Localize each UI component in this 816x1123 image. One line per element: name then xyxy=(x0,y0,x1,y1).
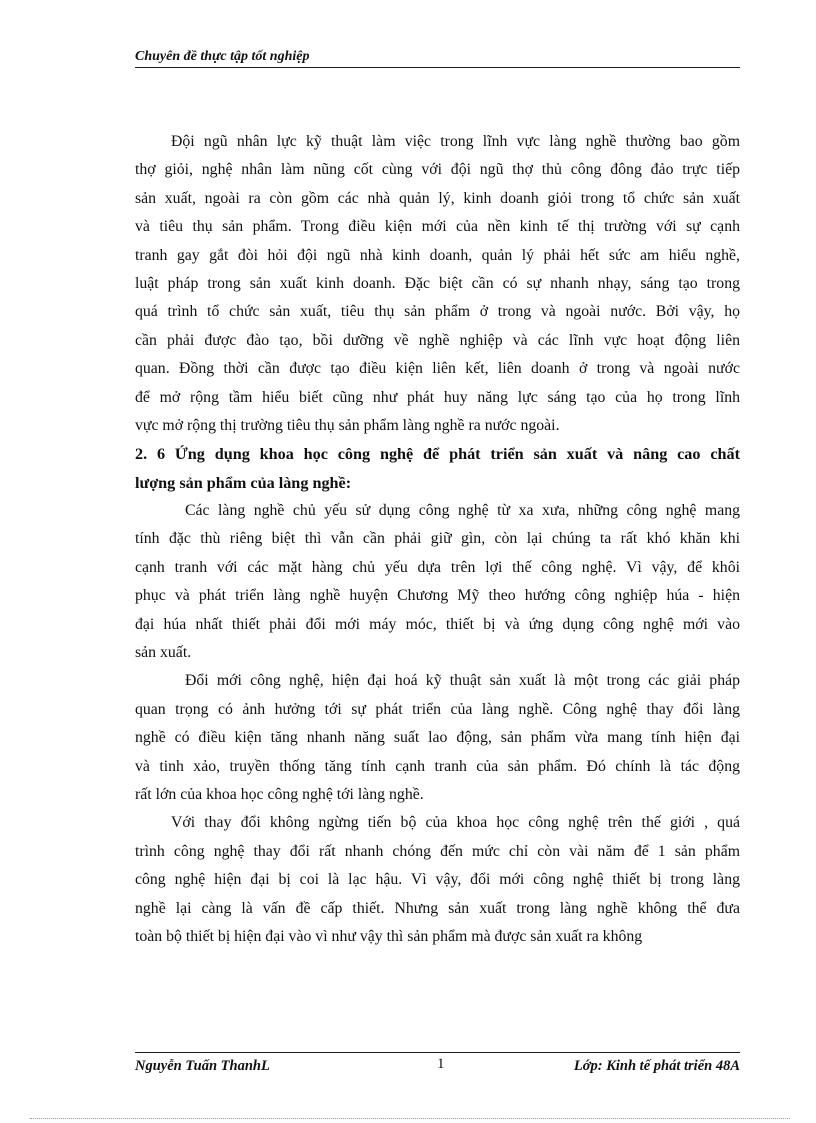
text-line: Các làng nghề chủ yếu sử dụng công nghệ từ xa xưa, những công nghệ mang xyxy=(185,502,740,520)
section-heading xyxy=(135,440,740,497)
text-line: quan trọng có ảnh hưởng tới sự phát triển của làng nghề. Công nghệ thay đổi làng xyxy=(135,700,740,718)
text-line: vực mở rộng thị trường tiêu thụ sản phẩm làng nghề ra nước ngoài. xyxy=(135,416,560,434)
text-line: sản xuất, ngoài ra còn gồm các nhà quản lý, kinh doanh giỏi trong tổ chức sản xuất xyxy=(135,189,740,207)
page-header xyxy=(135,49,740,68)
page-number: 1 xyxy=(437,1056,445,1072)
text-line: Với thay đổi không ngừng tiến bộ của khoa học công nghệ trên thế giới , quá xyxy=(171,814,740,832)
paragraph-3 xyxy=(135,667,740,809)
text-line: đại húa nhất thiết phải đổi mới máy móc, thiết bị và ứng dụng công nghệ mới vào xyxy=(135,615,740,633)
text-line: cạnh tranh với các mặt hàng chủ yếu dựa trên lợi thế công nghệ. Vì vậy, để khôi xyxy=(135,558,740,576)
text-line: luật pháp trong sản xuất kinh doanh. Đặc biệt cần có sự nhanh nhạy, sáng tạo trong xyxy=(135,274,740,292)
text-line: Đội ngũ nhân lực kỹ thuật làm việc trong lĩnh vực làng nghề thường bao gồm xyxy=(171,133,740,150)
footer-author: Nguyễn Tuấn ThanhL xyxy=(135,1058,270,1074)
text-line: trình công nghệ thay đổi rất nhanh chóng đến mức chỉ còn vài năm để 1 sản phẩm xyxy=(135,842,740,860)
heading-line: 2. 6 Ứng dụng khoa học công nghệ để phát triển sản xuất và nâng cao chất xyxy=(135,445,740,464)
paragraph-2 xyxy=(135,497,740,667)
paragraph-4 xyxy=(135,809,740,951)
text-line: cần phải được đào tạo, bồi dưỡng về nghề nghiệp và các lĩnh vực hoạt động liên xyxy=(135,331,740,349)
header-title: Chuyên đề thực tập tốt nghiệp xyxy=(135,49,310,64)
text-line: và tinh xảo, truyền thống tăng tính cạnh tranh của sản phẩm. Đó chính là tác động xyxy=(135,757,740,775)
text-line: sản xuất. xyxy=(135,644,192,662)
text-line: quá trình tổ chức sản xuất, tiêu thụ sản phẩm ở trong và ngoài nước. Bởi vậy, họ xyxy=(135,303,740,321)
document-body xyxy=(135,128,740,951)
text-line: tính đặc thù riêng biệt thì vẫn cần phải giữ gìn, còn lại chúng ta rất khó khăn khi xyxy=(135,530,740,548)
text-line: Đổi mới công nghệ, hiện đại hoá kỹ thuật sản xuất là một trong các giải pháp xyxy=(185,672,740,690)
heading-line: lượng sản phẩm của làng nghề: xyxy=(135,473,352,492)
text-line: quan. Đồng thời cần được tạo điều kiện liên kết, liên doanh ở trong và ngoài nước xyxy=(135,360,740,378)
text-line: để mở rộng tầm hiểu biết cũng như phát huy năng lực sáng tạo của họ trong lĩnh xyxy=(135,388,740,406)
page-bottom-divider xyxy=(30,1118,790,1119)
text-line: nghề có điều kiện tăng nhanh năng suất lao động, sản phẩm vừa mang tính hiện đại xyxy=(135,729,740,747)
page-footer xyxy=(135,1052,740,1080)
paragraph-1 xyxy=(135,128,740,440)
text-line: thợ giỏi, nghệ nhân làm nũng cốt cùng với đội ngũ thợ thủ công đông đảo trực tiếp xyxy=(135,161,740,179)
text-line: phục và phát triển làng nghề huyện Chương Mỹ theo hướng công nghiệp húa - hiện xyxy=(135,587,740,605)
text-line: rất lớn của khoa học công nghệ tới làng nghề. xyxy=(135,785,424,803)
text-line: nghề lại càng là vấn đề cấp thiết. Nhưng sản xuất trong làng nghề không thể đưa xyxy=(135,899,740,917)
text-line: công nghệ hiện đại bị coi là lạc hậu. Vì vậy, đổi mới công nghệ thiết bị trong làng xyxy=(135,871,740,889)
text-line: và tiêu thụ sản phẩm. Trong điều kiện mới của nền kinh tế thị trường với sự cạnh xyxy=(135,218,740,236)
footer-class: Lớp: Kinh tế phát triển 48A xyxy=(573,1058,740,1074)
text-line: tranh gay gắt đòi hỏi đội ngũ nhà kinh doanh, quản lý phải hết sức am hiểu nghề, xyxy=(135,246,740,264)
text-line: toàn bộ thiết bị hiện đại vào vì như vậy thì sản phẩm mà được sản xuất ra không xyxy=(135,927,643,945)
